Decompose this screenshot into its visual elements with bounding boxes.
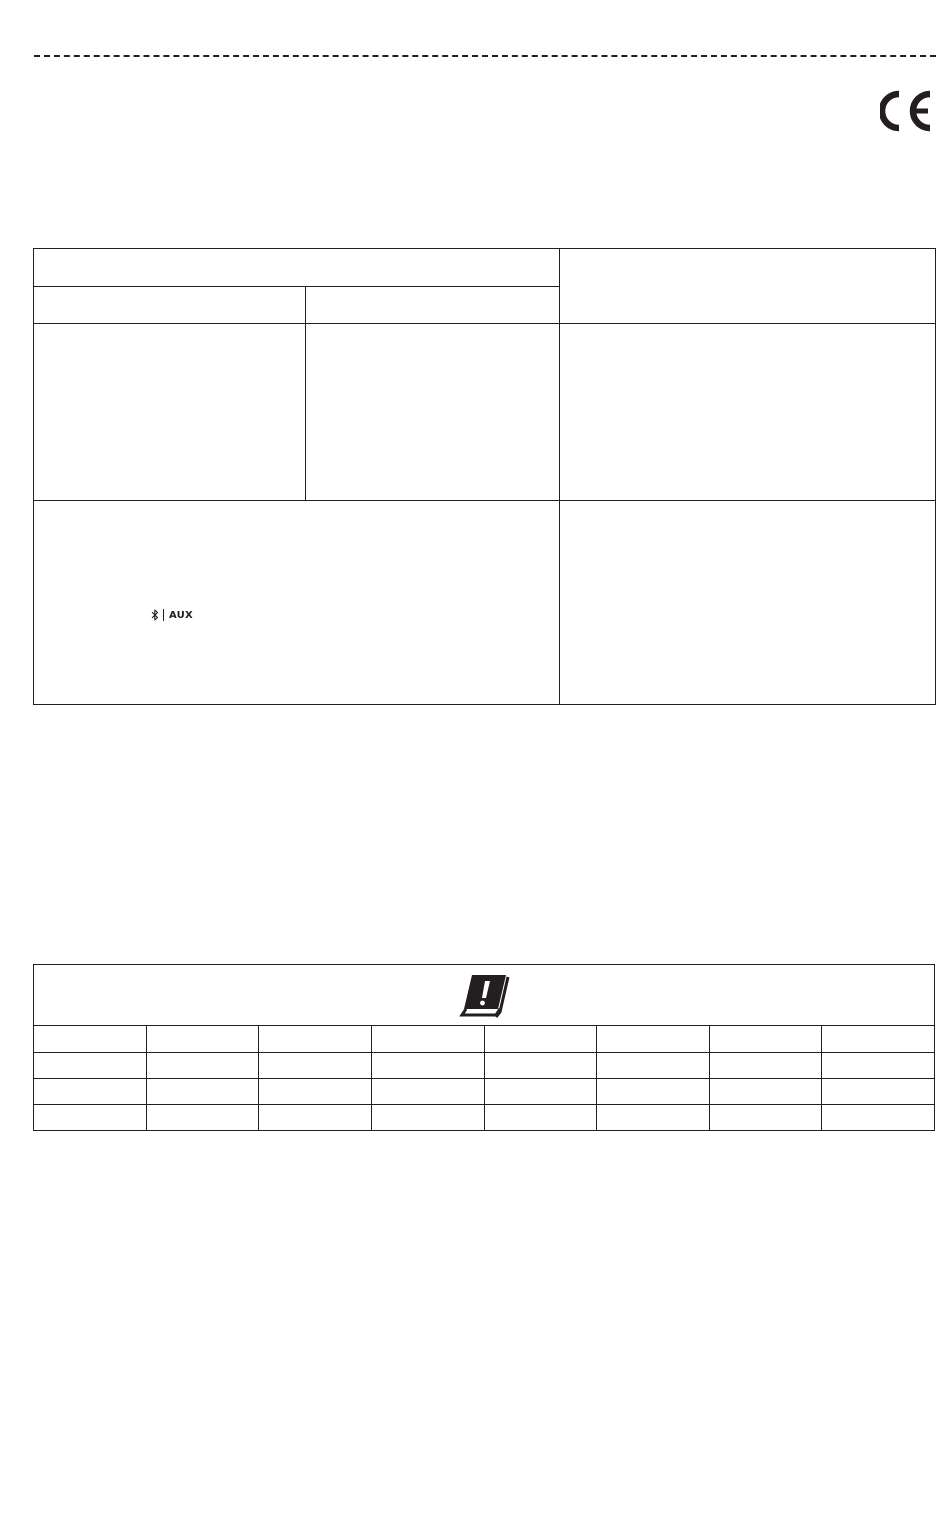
- compliance-cell: [146, 1052, 259, 1078]
- compliance-cell: [484, 1026, 597, 1052]
- compliance-cell: [597, 1026, 710, 1052]
- status-table-subheader-left: [34, 287, 306, 324]
- compliance-cell: [34, 1104, 147, 1130]
- compliance-cell: [34, 1078, 147, 1104]
- compliance-cell: [34, 1026, 147, 1052]
- cut-line-divider: [34, 55, 936, 57]
- compliance-table-header: [34, 965, 935, 1026]
- compliance-cell: [597, 1078, 710, 1104]
- status-table-cell: [306, 324, 560, 501]
- compliance-cell: [597, 1052, 710, 1078]
- compliance-cell: [484, 1052, 597, 1078]
- indicator-separator: [163, 609, 164, 621]
- compliance-cell: [371, 1104, 484, 1130]
- compliance-cell: [822, 1026, 935, 1052]
- compliance-cell: [146, 1026, 259, 1052]
- bluetooth-aux-indicator: [151, 609, 193, 621]
- aux-label: AUX: [169, 609, 193, 621]
- compliance-cell: [822, 1078, 935, 1104]
- status-table-cell: [34, 324, 306, 501]
- status-table-cell: [560, 324, 936, 501]
- compliance-cell: [259, 1026, 372, 1052]
- compliance-cell: [822, 1052, 935, 1078]
- mode-description-cell: [34, 501, 560, 705]
- compliance-table: [33, 964, 935, 1131]
- status-table: [33, 248, 936, 705]
- compliance-cell: [709, 1078, 822, 1104]
- compliance-cell: [34, 1052, 147, 1078]
- compliance-cell: [259, 1104, 372, 1130]
- compliance-cell: [371, 1052, 484, 1078]
- read-manual-warning-icon: [458, 971, 510, 1019]
- status-table-header-right: [560, 249, 936, 324]
- compliance-cell: [709, 1104, 822, 1130]
- compliance-cell: [371, 1078, 484, 1104]
- compliance-cell: [597, 1104, 710, 1130]
- compliance-cell: [822, 1104, 935, 1130]
- ce-mark-icon: [880, 90, 936, 132]
- bluetooth-icon: [151, 609, 159, 621]
- compliance-cell: [484, 1104, 597, 1130]
- compliance-cell: [259, 1078, 372, 1104]
- mode-result-cell: [560, 501, 936, 705]
- compliance-cell: [709, 1052, 822, 1078]
- compliance-cell: [259, 1052, 372, 1078]
- compliance-cell: [709, 1026, 822, 1052]
- compliance-cell: [371, 1026, 484, 1052]
- status-table-subheader-right: [306, 287, 560, 324]
- compliance-cell: [146, 1078, 259, 1104]
- compliance-cell: [146, 1104, 259, 1130]
- compliance-cell: [484, 1078, 597, 1104]
- status-table-header-left: [34, 249, 560, 287]
